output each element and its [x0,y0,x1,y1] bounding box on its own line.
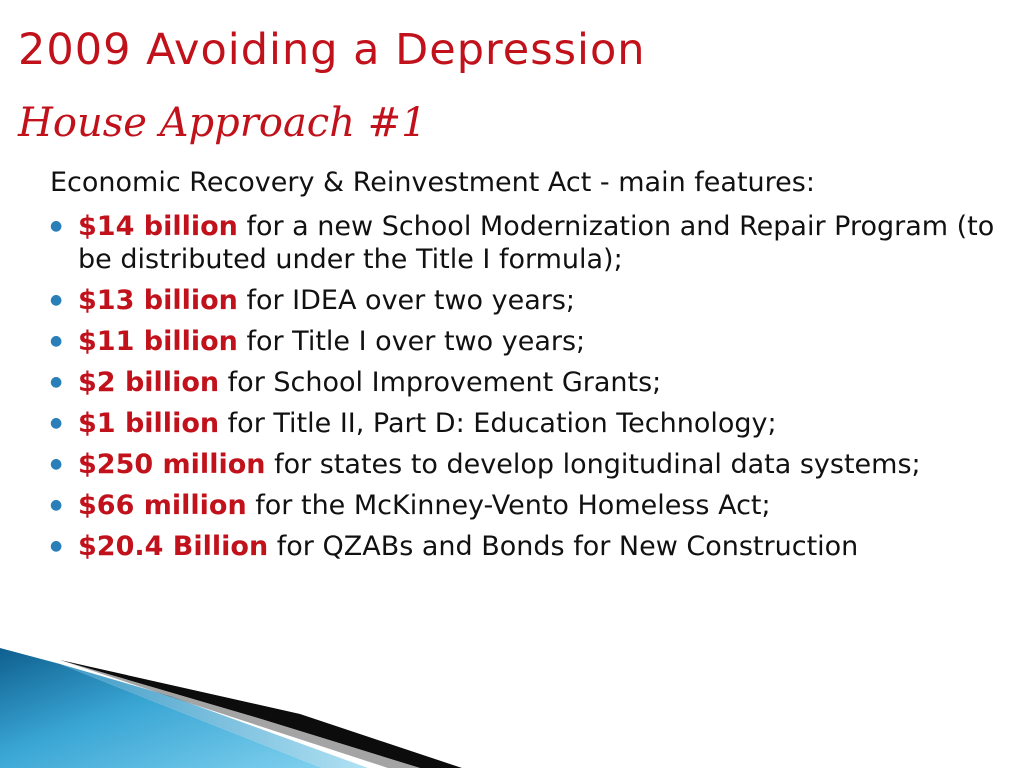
bullet-text: for a new School Modernization and Repair Program (to be distributed under the Title I formula); [78,211,995,275]
bullet-text: for IDEA over two years; [237,285,576,316]
bullet-dot-icon: ● [50,374,63,390]
bullet-amount: $2 billion [78,367,220,398]
intro-text: Economic Recovery & Reinvestment Act - main features: [50,167,815,198]
bullet-text: for QZABs and Bonds for New Construction [268,531,859,562]
bullet-amount: $1 billion [78,408,220,439]
bullet-amount: $11 billion [78,326,238,357]
bullet-dot-icon: ● [50,333,63,349]
bullet-amount: $20.4 Billion [78,531,269,562]
bullet-text: for states to develop longitudinal data systems; [265,449,921,480]
slide-subtitle: House Approach #1 [18,100,427,146]
blue-band-shape [0,648,322,768]
bullet-text: for Title I over two years; [237,326,586,357]
bullet-amount: $250 million [78,449,266,480]
bullet-text: for the McKinney-Vento Homeless Act; [246,490,771,521]
bullet-amount: $66 million [78,490,247,521]
slide-title: 2009 Avoiding a Depression [18,25,646,75]
bullet-dot-icon: ● [50,292,63,308]
bullet-dot-icon: ● [50,456,63,472]
bullet-dot-icon: ● [50,497,63,513]
bullet-dot-icon: ● [50,415,63,431]
bullet-dot-icon: ● [50,218,63,234]
bullet-dot-icon: ● [50,538,63,554]
bullet-text: for Title II, Part D: Education Technology; [219,408,777,439]
bullet-amount: $14 billion [78,211,238,242]
bullet-text: for School Improvement Grants; [219,367,662,398]
bullet-amount: $13 billion [78,285,238,316]
